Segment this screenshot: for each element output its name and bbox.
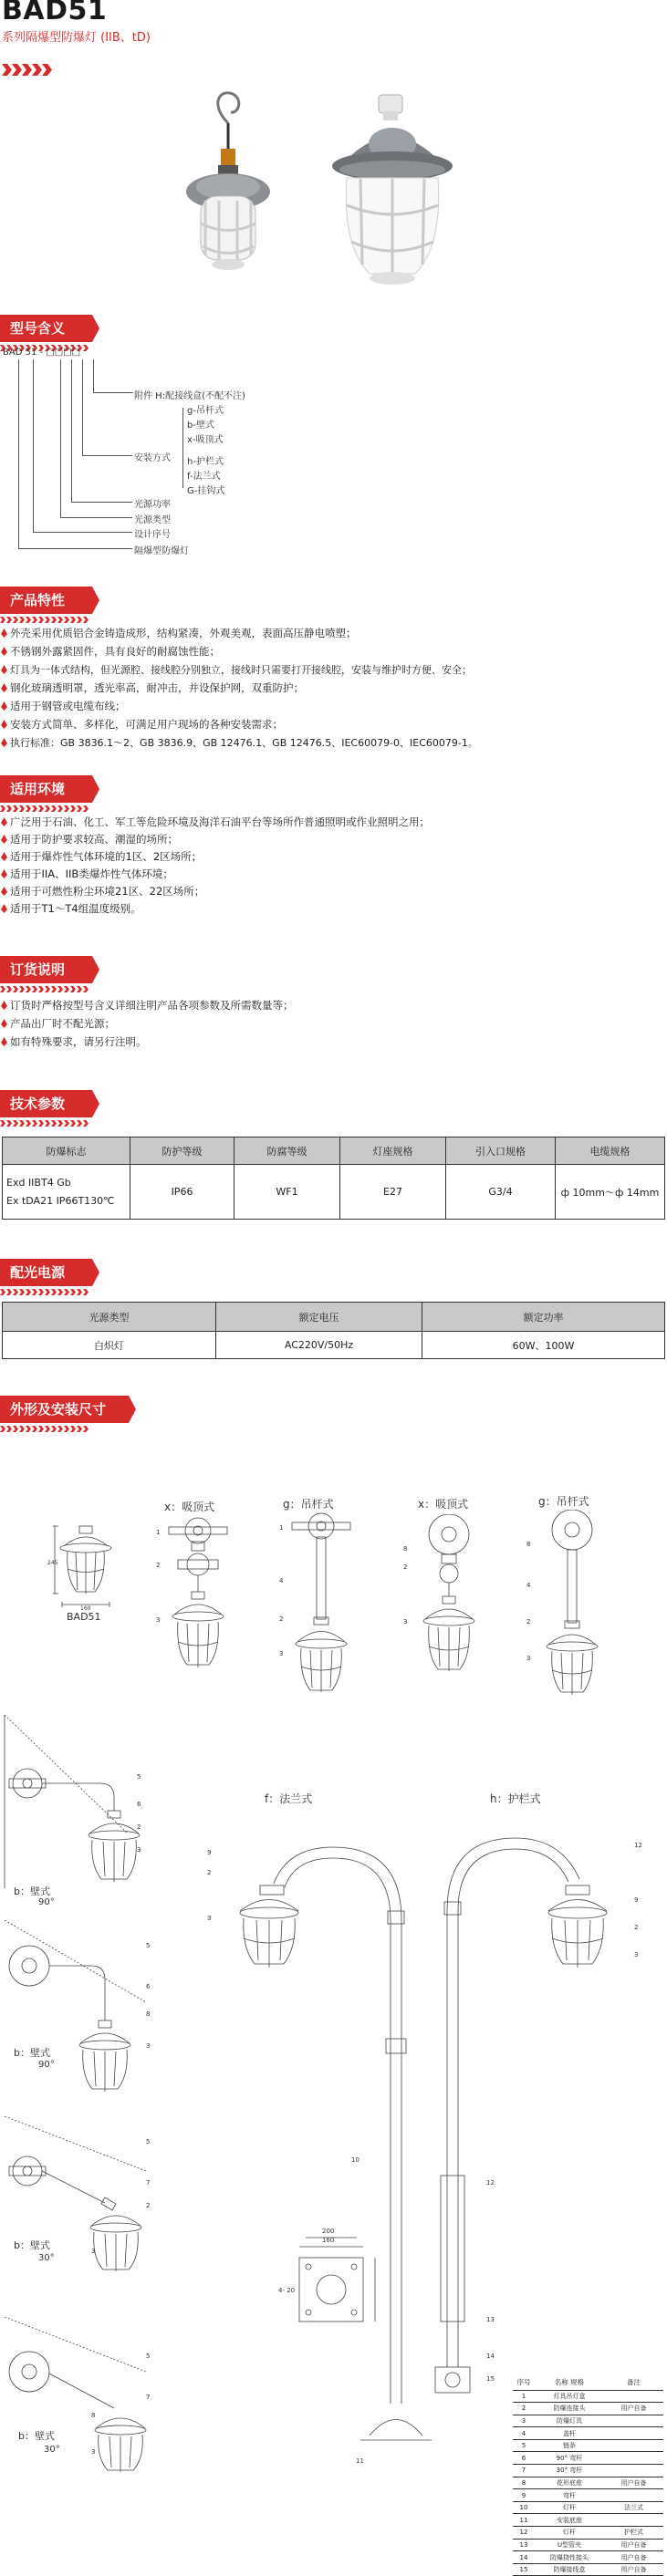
table-cell: 护栏式	[604, 2527, 663, 2540]
label-g-pendant-2: g：吊杆式	[538, 1495, 589, 1508]
feature-item: 钢化玻璃透明罩，透光率高，耐冲击，并设保护网，双重防护；	[10, 681, 304, 694]
table-cell: 灯具吊灯盒	[535, 2390, 604, 2403]
svg-text:11: 11	[356, 2457, 364, 2465]
svg-text:10: 10	[351, 2156, 360, 2164]
table-cell	[604, 2465, 663, 2477]
svg-text:9: 9	[207, 1849, 212, 1856]
table-cell: 1	[513, 2390, 535, 2403]
install-option: x-吸顶式	[187, 435, 224, 445]
environment-item: 适用于IIA、IIB类爆炸性气体环境；	[10, 867, 173, 880]
label-deg-3: 30°	[38, 2253, 55, 2263]
table-row	[513, 2551, 663, 2564]
svg-text:12: 12	[486, 2179, 495, 2186]
table-header-row	[3, 1137, 665, 1165]
feature-item: 不锈钢外露紧固件，具有良好的耐腐蚀性能；	[10, 645, 220, 658]
svg-text:3: 3	[279, 1650, 284, 1657]
product-photo-main	[315, 91, 470, 292]
table-cell: 4	[513, 2427, 535, 2440]
table-row	[513, 2539, 663, 2551]
table-cell: 60W、100W	[422, 1332, 665, 1359]
svg-text:14: 14	[486, 2353, 495, 2360]
svg-text:3: 3	[207, 1915, 212, 1922]
table-header-row	[513, 2375, 663, 2390]
label-wall-3: b：壁式	[14, 2239, 50, 2251]
svg-text:7: 7	[146, 2179, 151, 2186]
install-option: b-壁式	[187, 421, 214, 431]
drawing-x-ceiling-2	[401, 1514, 502, 1697]
label-bad51: BAD51	[67, 1611, 101, 1623]
table-row	[513, 2427, 663, 2440]
table-cell: 7	[513, 2465, 535, 2477]
table-cell: 15	[513, 2563, 535, 2576]
environment-item: 适用于T1～T4组温度级别。	[10, 902, 141, 915]
svg-text:3: 3	[137, 1846, 141, 1854]
drawing-g-pendant-2	[525, 1510, 625, 1706]
drawing-x-ceiling	[151, 1514, 251, 1697]
table-row	[3, 1332, 665, 1359]
table-cell: 8	[513, 2477, 535, 2489]
svg-text:5: 5	[137, 1773, 141, 1781]
table-cell: 弯杆	[535, 2489, 604, 2502]
install-option: G-挂钩式	[187, 486, 225, 496]
model-code-prefix: BAD 51 - □□□□	[3, 348, 81, 358]
table-row	[513, 2403, 663, 2415]
svg-text:6: 6	[146, 1983, 151, 1990]
section-chevrons	[0, 1426, 92, 1432]
environment-item: 广泛用于石油、化工、军工等危险环境及海洋石油平台等场所作普通照明或作业照明之用；	[10, 815, 430, 828]
table-cell: 5	[513, 2439, 535, 2452]
table-row	[513, 2465, 663, 2477]
svg-text:3: 3	[156, 1616, 161, 1624]
svg-text:2: 2	[156, 1562, 161, 1569]
label-h-guard: h：护栏式	[490, 1792, 541, 1805]
svg-text:2: 2	[526, 1618, 531, 1626]
table-header: 名称 规格	[554, 2378, 585, 2387]
table-cell	[604, 2489, 663, 2502]
feature-item: 执行标准：GB 3836.1～2、GB 3836.9、GB 12476.1、GB 12476.5、IEC60079-0、IEC60079-1。	[10, 737, 478, 749]
model-type: 光源类型	[134, 515, 171, 525]
table-cell: 9	[513, 2489, 535, 2502]
table-row	[513, 2563, 663, 2576]
drawing-wall-30-a	[0, 2116, 160, 2280]
section-chevrons	[0, 1289, 92, 1295]
table-row	[513, 2501, 663, 2514]
table-cell: 灯杆	[535, 2501, 604, 2514]
svg-text:3: 3	[146, 2042, 151, 2050]
install-option: f-法兰式	[187, 472, 221, 482]
tech-params-table	[2, 1137, 665, 1220]
model-power: 光源功率	[134, 500, 171, 510]
table-cell: 13	[513, 2539, 535, 2551]
environment-item: 适用于防护要求较高、潮湿的场所；	[10, 833, 178, 846]
drawing-g-pendant	[274, 1510, 374, 1706]
install-label: 安装方式	[134, 453, 171, 463]
table-row	[513, 2390, 663, 2403]
drawing-wall-90-b	[0, 1920, 160, 2103]
table-cell	[604, 2415, 663, 2427]
svg-text:13: 13	[486, 2316, 495, 2323]
table-cell: 链条	[535, 2439, 604, 2452]
table-cell: 盖杆	[535, 2427, 604, 2440]
svg-text:5: 5	[146, 1942, 151, 1949]
svg-text:2: 2	[137, 1823, 141, 1831]
table-cell: IP66	[130, 1165, 234, 1220]
table-cell: 法兰式	[604, 2501, 663, 2514]
table-row	[513, 2452, 663, 2465]
table-header: 防腐等级	[234, 1137, 340, 1165]
svg-text:2: 2	[403, 1563, 408, 1571]
feature-item: 适用于钢管或电缆布线；	[10, 700, 126, 712]
environment-item: 适用于爆炸性气体环境的1区、2区场所；	[10, 850, 203, 863]
ordering-item: 订货时严格按型号含义详细注明产品各项参数及所需数量等；	[10, 999, 294, 1012]
label-deg-2: 90°	[38, 2060, 55, 2070]
table-cell: 防爆挠性接头	[535, 2551, 604, 2564]
environment-item: 适用于可燃性粉尘环境21区、22区场所；	[10, 885, 205, 898]
table-cell: 6	[513, 2452, 535, 2465]
table-cell	[604, 2427, 663, 2440]
table-cell: 防爆接线盒	[535, 2563, 604, 2576]
table-header-row	[3, 1303, 665, 1332]
model-product: 隔爆型防爆灯	[134, 546, 189, 556]
section-chevrons	[0, 1120, 92, 1127]
svg-text:15: 15	[486, 2375, 495, 2383]
table-cell: 用户自备	[604, 2403, 663, 2415]
page-subtitle: 系列隔爆型防爆灯 (IIB、tD)	[2, 31, 151, 45]
table-cell: 用户自备	[604, 2563, 663, 2576]
label-deg-1: 90°	[38, 1897, 55, 1907]
svg-text:7: 7	[146, 2394, 151, 2401]
model-accessory: 附件 H:配接线盒(不配不注)	[134, 391, 245, 401]
header-chevrons	[2, 64, 75, 76]
table-cell: 11	[513, 2514, 535, 2527]
table-row	[513, 2477, 663, 2489]
feature-item: 灯具为一体式结构，但光源腔、接线腔分别独立，接线时只需要打开接线腔，安装与维护时方便、安全；	[10, 664, 472, 676]
svg-text:3: 3	[403, 1618, 408, 1626]
svg-text:200: 200	[322, 2228, 335, 2235]
section-light-source: 配光电源	[0, 1259, 92, 1286]
parts-table	[513, 2375, 663, 2576]
drawing-pole-flange-guard	[196, 1811, 652, 2467]
table-row	[513, 2514, 663, 2527]
table-header: 序号	[516, 2378, 531, 2387]
section-ordering: 订货说明	[0, 956, 92, 983]
svg-text:4: 4	[279, 1577, 284, 1584]
table-cell: 花形底座	[535, 2477, 604, 2489]
svg-text:3: 3	[634, 1951, 639, 1958]
table-cell: G3/4	[446, 1165, 556, 1220]
label-f-flange: f：法兰式	[265, 1792, 313, 1805]
table-row	[513, 2415, 663, 2427]
svg-text:3: 3	[91, 2448, 96, 2456]
table-header: 额定功率	[422, 1303, 665, 1332]
svg-text:4- 20: 4- 20	[278, 2287, 296, 2294]
table-header: 光源类型	[3, 1303, 216, 1332]
svg-text:9: 9	[634, 1896, 639, 1904]
section-chevrons	[0, 617, 92, 623]
table-cell: 安装底座	[535, 2514, 604, 2527]
install-option: g-吊杆式	[187, 406, 224, 416]
drawing-wall-90-a	[0, 1715, 160, 1888]
svg-text:5: 5	[146, 2138, 151, 2145]
svg-text:12: 12	[634, 1842, 642, 1849]
page-title: BAD51	[2, 0, 108, 26]
section-chevrons	[0, 986, 92, 992]
table-cell: 灯杆	[535, 2527, 604, 2540]
table-header: 引入口规格	[446, 1137, 556, 1165]
table-cell: 3	[513, 2415, 535, 2427]
table-cell: ф 10mm～ф 14mm	[556, 1165, 665, 1220]
table-header: 备注	[627, 2378, 641, 2387]
svg-text:2: 2	[146, 2202, 151, 2209]
table-header: 额定电压	[216, 1303, 422, 1332]
svg-text:8: 8	[526, 1541, 531, 1548]
svg-text:6: 6	[137, 1801, 141, 1808]
svg-text:3: 3	[526, 1655, 531, 1662]
feature-item: 安装方式简单、多样化，可满足用户现场的各种安装需求；	[10, 718, 283, 731]
svg-text:8: 8	[146, 2010, 151, 2018]
table-cell: 14	[513, 2551, 535, 2564]
svg-text:160: 160	[322, 2237, 335, 2244]
section-tech-params: 技术参数	[0, 1090, 92, 1117]
table-cell: 90° 弯杆	[535, 2452, 604, 2465]
table-row	[513, 2527, 663, 2540]
label-g-pendant: g：吊杆式	[283, 1498, 334, 1511]
section-features: 产品特性	[0, 587, 92, 614]
svg-text:8: 8	[403, 1545, 408, 1553]
svg-text:5: 5	[146, 2353, 151, 2360]
label-wall-4: b：壁式	[18, 2430, 55, 2442]
svg-text:3: 3	[91, 2248, 96, 2255]
feature-item: 外壳采用优质铝合金铸造成形，结构紧凑，外观美观，表面高压静电喷塑；	[10, 627, 357, 639]
label-deg-4: 30°	[44, 2445, 60, 2455]
svg-text:1: 1	[279, 1524, 284, 1532]
svg-text:2: 2	[279, 1615, 284, 1623]
svg-text:2: 2	[634, 1924, 639, 1931]
table-cell: 12	[513, 2527, 535, 2540]
table-cell	[604, 2452, 663, 2465]
label-x-ceiling: x：吸顶式	[164, 1501, 215, 1513]
drawing-bad51-dims	[46, 1519, 128, 1610]
label-x-ceiling-2: x：吸顶式	[418, 1498, 469, 1511]
section-dimensions: 外形及安装尺寸	[0, 1396, 129, 1423]
table-cell: Exd IIBT4 Gb Ex tDA21 IP66T130℃	[3, 1165, 130, 1220]
section-environment: 适用环境	[0, 775, 92, 803]
ordering-item: 产品出厂时不配光源；	[10, 1017, 115, 1030]
table-cell	[604, 2439, 663, 2452]
table-cell: 10	[513, 2501, 535, 2514]
label-wall-1: b：壁式	[14, 1885, 50, 1897]
svg-text:160: 160	[80, 1605, 91, 1610]
svg-text:2: 2	[207, 1869, 212, 1876]
table-cell: 用户自备	[604, 2551, 663, 2564]
label-wall-2: b：壁式	[14, 2047, 50, 2059]
table-cell: 用户自备	[604, 2477, 663, 2489]
svg-text:245: 245	[47, 1560, 58, 1566]
svg-text:4: 4	[526, 1582, 531, 1589]
drawing-wall-30-b	[0, 2317, 160, 2481]
section-model-meaning: 型号含义	[0, 315, 92, 342]
table-row	[513, 2439, 663, 2452]
table-row	[513, 2489, 663, 2502]
table-header: 防护等级	[130, 1137, 234, 1165]
table-cell: 2	[513, 2403, 535, 2415]
svg-text:8: 8	[91, 2412, 96, 2419]
ordering-item: 如有特殊要求，请另行注明。	[10, 1035, 147, 1048]
light-source-table	[2, 1302, 665, 1359]
table-header: 防爆标志	[3, 1137, 130, 1165]
table-cell: U型管夹	[535, 2539, 604, 2551]
section-chevrons	[0, 805, 92, 812]
table-cell: 白炽灯	[3, 1332, 216, 1359]
table-cell: 30° 弯杆	[535, 2465, 604, 2477]
table-header: 灯座规格	[340, 1137, 446, 1165]
table-header: 电缆规格	[556, 1137, 665, 1165]
table-cell: E27	[340, 1165, 446, 1220]
svg-text:1: 1	[156, 1529, 161, 1536]
table-cell: 用户自备	[604, 2539, 663, 2551]
table-row	[3, 1165, 665, 1220]
table-cell: 防爆灯具	[535, 2415, 604, 2427]
table-cell	[604, 2514, 663, 2527]
model-design: 设计序号	[134, 530, 171, 540]
table-cell: WF1	[234, 1165, 340, 1220]
product-photo-hook	[178, 87, 278, 278]
table-cell	[604, 2390, 663, 2403]
install-option: h-护栏式	[187, 457, 224, 467]
table-cell: 防爆连接头	[535, 2403, 604, 2415]
table-cell: AC220V/50Hz	[216, 1332, 422, 1359]
